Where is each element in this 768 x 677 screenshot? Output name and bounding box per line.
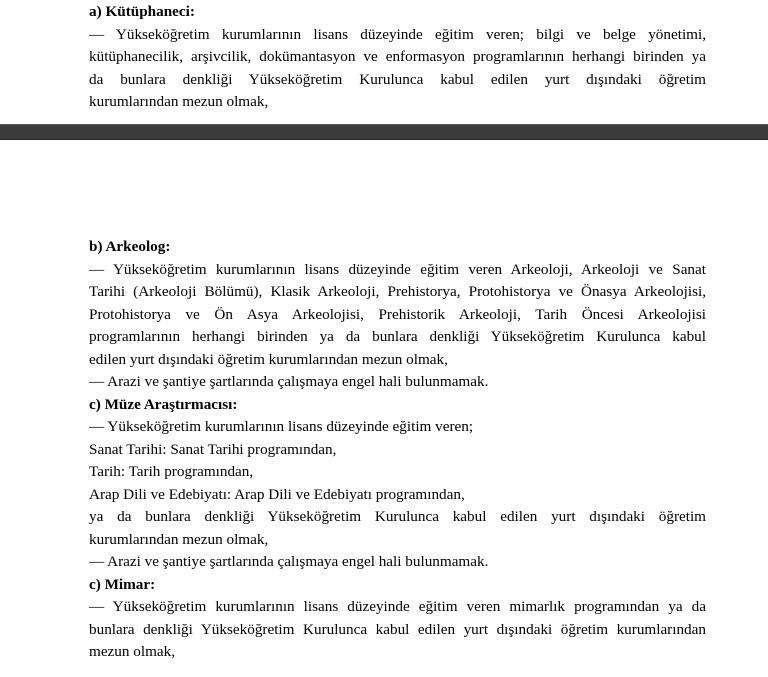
text-line: — Yükseköğretim kurumlarının lisans düzeyinde eğitim veren; bilgi ve belge yönetimi, [89,25,706,43]
text-line: kurumlarından mezun olmak, [89,93,269,110]
text-line: Arap Dili ve Edebiyatı: Arap Dili ve Edebiyatı programından, [89,485,465,503]
text-line: edilen yurt dışındaki öğretim kurumlarından mezun olmak, [89,350,448,368]
section-heading: a) Kütüphaneci: [89,3,195,20]
page-break-divider [0,124,768,140]
text-line: Protohistorya ve Ön Asya Arkeolojisi, Prehistorik Arkeoloji, Tarih Öncesi Arkeolojisi [89,305,706,323]
text-line: da bunlara denkliği Yükseköğretim Kurulunca kabul edilen yurt dışındaki öğretim [89,70,706,88]
text-line: kütüphanecilik, arşivcilik, dokümantasyon ve enformasyon programlarının herhangi birinden ya [89,48,706,65]
text-line: bunlara denkliği Yükseköğretim Kurulunca kabul edilen yurt dışındaki öğretim kurumlarından [89,620,706,638]
text-line: mezun olmak, [89,643,176,660]
text-line: ya da bunlara denkliği Yükseköğretim Kurulunca kabul edilen yurt dışındaki öğretim [89,508,706,525]
text-line: — Arazi ve şantiye şartlarında çalışmaya engel hali bulunmamak. [89,553,489,570]
section-arkeolog [0,236,768,394]
text-line: programlarının herhangi birinden ya da bunlara denkliği Yükseköğretim Kurulunca kabul [89,328,706,345]
section-heading: c) Müze Araştırmacısı: [89,395,238,413]
section-heading: c) Mimar: [89,575,156,593]
text-line: — Yükseköğretim kurumlarının lisans düzeyinde eğitim veren Arkeoloji, Arkeoloji ve Sanat [89,260,706,278]
text-line: Tarihi (Arkeoloji Bölümü), Klasik Arkeoloji, Prehistorya, Protohistorya ve Önasya Arkeolojisi, [89,283,706,300]
section-heading: b) Arkeolog: [89,238,171,255]
text-line: — Yükseköğretim kurumlarının lisans düzeyinde eğitim veren mimarlık programından ya da [89,598,706,615]
text-line: — Arazi ve şantiye şartlarında çalışmaya engel hali bulunmamak. [89,373,489,390]
section-muze-arastirmacisi [0,394,768,574]
text-line: Sanat Tarihi: Sanat Tarihi programından, [89,440,337,458]
content-lower [0,236,768,664]
text-line: Tarih: Tarih programından, [89,463,254,480]
section-mimar [0,574,768,664]
text-line: kurumlarından mezun olmak, [89,530,269,548]
text-line: — Yükseköğretim kurumlarının lisans düzeyinde eğitim veren; [89,418,474,435]
section-kutuphaneci [0,0,768,114]
